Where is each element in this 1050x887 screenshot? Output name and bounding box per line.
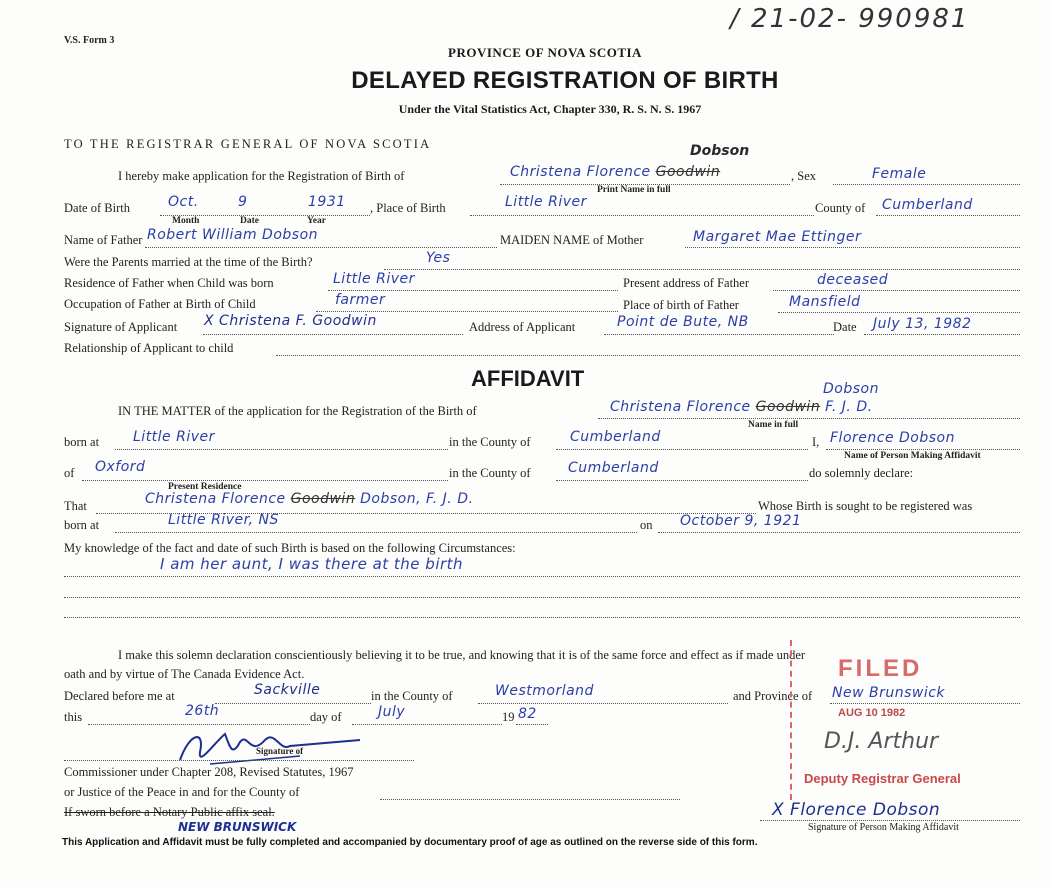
day-value: 26th xyxy=(185,703,220,719)
applicant-addr-line xyxy=(604,334,834,335)
father-birthplace-line xyxy=(778,312,1020,313)
name-correction: Dobson xyxy=(690,143,750,159)
justice-county-line xyxy=(380,799,680,800)
name-in-full-caption: Name in full xyxy=(748,420,799,430)
married-value: Yes xyxy=(426,250,451,266)
salutation: TO THE REGISTRAR GENERAL OF NOVA SCOTIA xyxy=(64,137,432,151)
place-line xyxy=(470,215,814,216)
born-at2-label: born at xyxy=(64,518,100,532)
that-value: Christena Florence Goodwin Dobson, F. J. D. xyxy=(145,491,474,507)
deponent-sig-line xyxy=(760,820,1020,821)
of-line xyxy=(82,480,448,481)
matter-name: Christena Florence Goodwin F. J. D. xyxy=(610,399,873,415)
county2-label: in the County of xyxy=(449,466,531,480)
year-value: 82 xyxy=(518,706,537,722)
province-heading: PROVINCE OF NOVA SCOTIA xyxy=(448,45,642,60)
knowledge-value: I am her aunt, I was there at the birth xyxy=(160,555,464,573)
month-value: July xyxy=(378,704,406,720)
father-value: Robert William Dobson xyxy=(147,227,319,243)
born-at2-value: Little River, NS xyxy=(168,512,279,528)
this-label: this xyxy=(64,710,83,724)
commissioner-signature xyxy=(170,712,370,772)
present-addr-value: deceased xyxy=(817,272,889,288)
of-label: of xyxy=(64,466,75,480)
born-at-label: born at xyxy=(64,435,100,449)
stamp-edge xyxy=(790,640,794,800)
person-value: Florence Dobson xyxy=(830,430,955,446)
matter-line xyxy=(598,418,1020,419)
year-prefix: 19 xyxy=(502,710,515,724)
county-label: County of xyxy=(815,201,866,215)
person-line xyxy=(826,449,1020,450)
born-at-line xyxy=(115,449,448,450)
solemn-line-1: I make this solemn declaration conscientiously believing it to be true, and knowing that it is of the same force and effect as if made under xyxy=(118,648,806,662)
dob-year: 1931 xyxy=(308,194,346,210)
present-addr-line xyxy=(773,290,1020,291)
declared-county-value: Westmorland xyxy=(495,683,594,699)
filed-text: FILED xyxy=(838,655,923,682)
affidavit-county-value: Cumberland xyxy=(570,429,661,445)
year-line xyxy=(516,724,548,725)
commissioner-sig-line xyxy=(64,760,414,761)
declared-line xyxy=(215,703,371,704)
handwritten-number: / 21-02- 990981 xyxy=(730,4,970,34)
dob-month: Oct. xyxy=(168,194,199,210)
father-birthplace-label: Place of birth of Father xyxy=(623,298,739,312)
mother-line xyxy=(685,247,1020,248)
mother-value: Margaret Mae Ettinger xyxy=(693,229,862,245)
declared-place: Sackville xyxy=(254,682,321,698)
child-name: Christena Florence Goodwin xyxy=(510,164,721,180)
sig-of-caption: Signature of xyxy=(256,746,304,756)
deponent-signature: X Florence Dobson xyxy=(772,800,941,820)
sex-value: Female xyxy=(872,166,927,182)
footer-note: This Application and Affidavit must be fully completed and accompanied by documentary proof of age as outlined on the reverse side of this form. xyxy=(62,837,758,848)
married-label: Were the Parents married at the time of the Birth? xyxy=(64,255,313,269)
present-res-caption: Present Residence xyxy=(168,482,242,492)
applicant-addr-label: Address of Applicant xyxy=(469,320,576,334)
date-caption: Date xyxy=(240,216,259,226)
registrar-title: Deputy Registrar General xyxy=(804,771,961,786)
father-line xyxy=(145,247,497,248)
declared-label: Declared before me at xyxy=(64,689,175,703)
on-value: October 9, 1921 xyxy=(680,513,802,529)
relationship-label: Relationship of Applicant to child xyxy=(64,341,234,355)
on-line xyxy=(658,532,1020,533)
applicant-addr-value: Point de Bute, NB xyxy=(617,314,749,330)
month-line xyxy=(352,724,502,725)
sex-line xyxy=(833,184,1020,185)
county-of-label: in the County of xyxy=(449,435,531,449)
place-label: , Place of Birth xyxy=(370,201,446,215)
dob-day: 9 xyxy=(238,194,248,210)
i-label: I, xyxy=(812,435,820,449)
county2-value: Cumberland xyxy=(568,460,659,476)
residence-line xyxy=(328,290,618,291)
residence-label: Residence of Father when Child was born xyxy=(64,276,274,290)
county-line xyxy=(876,215,1020,216)
county2-line xyxy=(556,480,808,481)
year-caption: Year xyxy=(307,216,326,226)
residence-value: Little River xyxy=(333,271,415,287)
declared-county-line xyxy=(478,703,728,704)
page-title: DELAYED REGISTRATION OF BIRTH xyxy=(351,67,779,94)
occupation-label: Occupation of Father at Birth of Child xyxy=(64,297,256,311)
father-label: Name of Father xyxy=(64,233,143,247)
filed-stamp xyxy=(790,645,980,805)
knowledge-line-1 xyxy=(64,576,1020,577)
notary-handwritten: NEW BRUNSWICK xyxy=(178,820,297,834)
knowledge-label: My knowledge of the fact and date of such Birth is based on the following Circumstances: xyxy=(64,541,516,555)
occupation-line xyxy=(316,311,618,312)
place-value: Little River xyxy=(505,194,587,210)
county-value: Cumberland xyxy=(882,197,973,213)
born-at2-line xyxy=(115,532,637,533)
present-addr-label: Present address of Father xyxy=(623,276,750,290)
subtitle: Under the Vital Statistics Act, Chapter 330, R. S. N. S. 1967 xyxy=(398,102,702,116)
print-name-caption: Print Name in full xyxy=(597,185,671,195)
that-label: That xyxy=(64,499,87,513)
matter-label: IN THE MATTER of the application for the Registration of the Birth of xyxy=(118,404,477,418)
matter-correction: Dobson xyxy=(823,381,879,397)
filed-date: AUG 10 1982 xyxy=(838,707,906,719)
applicant-signature: X Christena F. Goodwin xyxy=(204,313,377,329)
declared-county-label: in the County of xyxy=(371,689,453,703)
registrar-signature: D.J. Arthur xyxy=(824,729,939,754)
declare-label: do solemnly declare: xyxy=(809,466,914,480)
date-label: Date xyxy=(833,320,857,334)
province-value: New Brunswick xyxy=(832,685,946,701)
born-at-value: Little River xyxy=(133,429,215,445)
knowledge-line-2 xyxy=(64,597,1020,598)
justice-line: or Justice of the Peace in and for the County of xyxy=(64,785,300,799)
affidavit-county-line xyxy=(556,449,808,450)
knowledge-line-3 xyxy=(64,617,1020,618)
sex-label: , Sex xyxy=(791,169,816,183)
solemn-line-2: oath and by virtue of The Canada Evidence Act. xyxy=(64,667,305,681)
province-label: and Province of xyxy=(733,689,813,703)
mother-label: MAIDEN NAME of Mother xyxy=(500,233,644,247)
relationship-line xyxy=(276,355,1020,356)
deponent-caption: Signature of Person Making Affidavit xyxy=(808,822,959,833)
month-caption: Month xyxy=(172,216,200,226)
intro-label: I hereby make application for the Registration of Birth of xyxy=(118,169,405,183)
of-value: Oxford xyxy=(95,459,146,475)
signature-line xyxy=(203,334,463,335)
person-caption: Name of Person Making Affidavit xyxy=(844,451,981,461)
whose-birth-label: Whose Birth is sought to be registered was xyxy=(758,499,973,513)
commissioner-line: Commissioner under Chapter 208, Revised Statutes, 1967 xyxy=(64,765,354,779)
on-label: on xyxy=(640,518,653,532)
form-id: V.S. Form 3 xyxy=(64,35,115,46)
father-birthplace-value: Mansfield xyxy=(789,294,861,310)
signature-label: Signature of Applicant xyxy=(64,320,178,334)
affidavit-heading: AFFIDAVIT xyxy=(471,366,585,391)
notary-line: If sworn before a Notary Public affix seal. xyxy=(64,805,275,819)
date-value: July 13, 1982 xyxy=(873,316,972,332)
day-of-label: day of xyxy=(310,710,342,724)
occupation-value: farmer xyxy=(335,292,386,308)
dob-label: Date of Birth xyxy=(64,201,130,215)
date-line xyxy=(864,334,1020,335)
married-line xyxy=(384,269,1020,270)
